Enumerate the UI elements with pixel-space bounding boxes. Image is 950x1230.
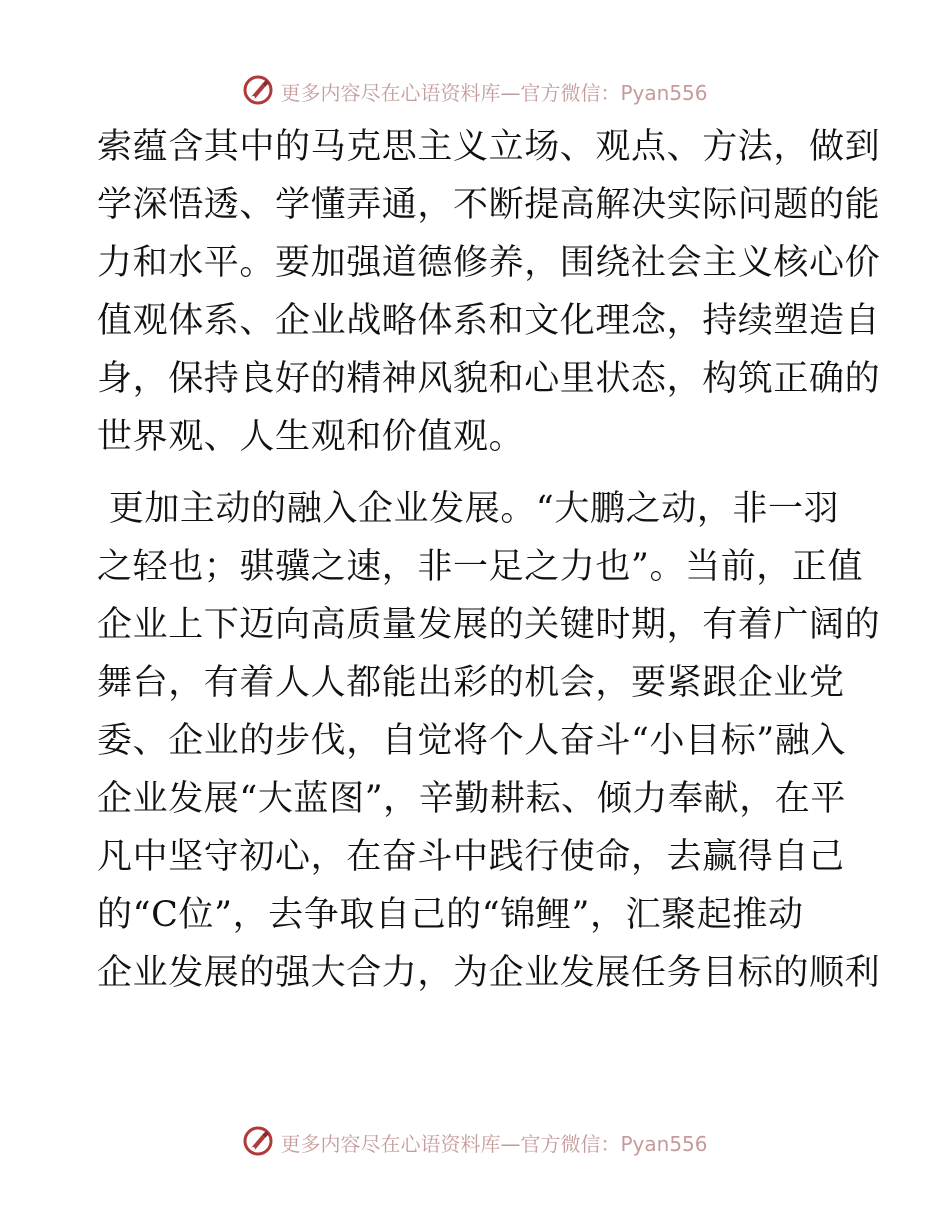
text-line: 企业发展的强大合力，为企业发展任务目标的顺利 — [97, 953, 881, 993]
text-line: 凡中坚守初心，在奋斗中践行使命，去赢得自己 — [97, 837, 845, 877]
pen-circle-logo-icon — [242, 1125, 274, 1157]
text-line: 委、企业的步伐，自觉将个人奋斗“小目标”融入 — [97, 721, 846, 761]
paragraph-2 — [97, 480, 881, 1002]
text-line: 世界观、人生观和价值观。 — [97, 417, 525, 457]
text-line: 值观体系、企业战略体系和文化理念，持续塑造自 — [97, 301, 881, 341]
watermark-text: 更多内容尽在心语资料库—官方微信：Pyan556 — [280, 80, 708, 105]
text-line: 力和水平。要加强道德修养，围绕社会主义核心价 — [97, 243, 881, 283]
pen-circle-logo-icon — [242, 74, 274, 106]
text-line: 更加主动的融入企业发展。“大鹏之动，非一羽 — [97, 489, 840, 529]
text-line: 舞台，有着人人都能出彩的机会，要紧跟企业党 — [97, 663, 845, 703]
text-line: 企业上下迈向高质量发展的关键时期，有着广阔的 — [97, 605, 881, 645]
paragraph-spacer — [97, 466, 857, 480]
text-line: 索蕴含其中的马克思主义立场、观点、方法，做到 — [97, 127, 881, 167]
text-line: 的“C位”，去争取自己的“锦鲤”，汇聚起推动 — [97, 895, 804, 935]
watermark-text: 更多内容尽在心语资料库—官方微信：Pyan556 — [280, 1131, 708, 1156]
watermark-header — [0, 70, 950, 110]
watermark-footer — [0, 1121, 950, 1161]
text-line: 企业发展“大蓝图”，辛勤耕耘、倾力奉献，在平 — [97, 779, 846, 819]
text-line: 学深悟透、学懂弄通，不断提高解决实际问题的能 — [97, 185, 881, 225]
text-line: 之轻也；骐骥之速，非一足之力也”。当前，正值 — [97, 547, 864, 587]
paragraph-1 — [97, 118, 881, 466]
text-line: 身，保持良好的精神风貌和心里状态，构筑正确的 — [97, 359, 881, 399]
document-body — [97, 118, 881, 1002]
